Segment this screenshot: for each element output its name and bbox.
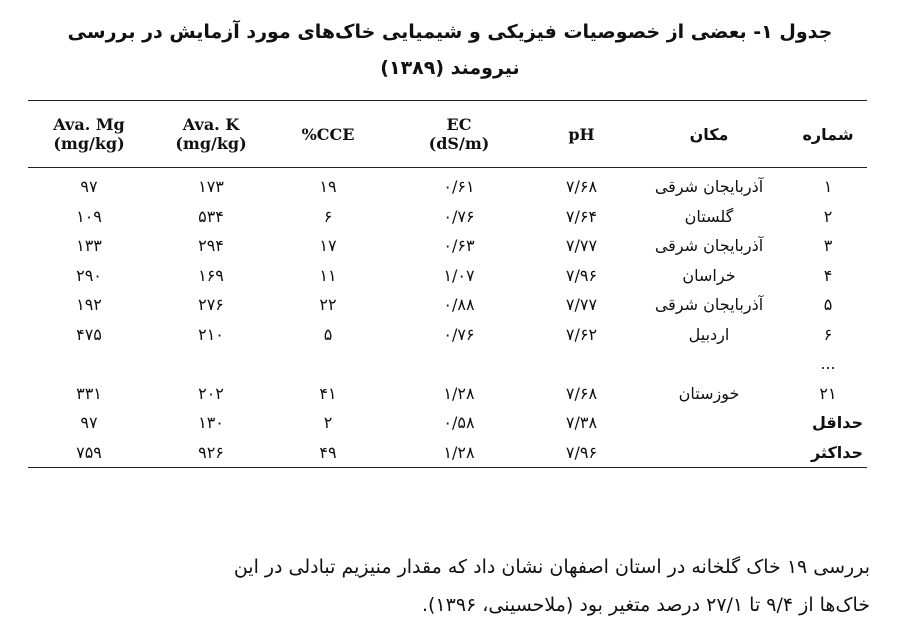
cell-ava-mg: ۲۹۰ — [76, 265, 102, 285]
cell-cce: ۶ — [323, 206, 333, 226]
cell-ava-k: ۵۳۴ — [198, 206, 224, 226]
header-cce: %CCE — [272, 101, 384, 168]
table-row — [28, 320, 867, 350]
cell-ph: ۷/۹۶ — [534, 438, 629, 468]
cell-location — [629, 349, 789, 379]
table-row-ellipsis — [28, 349, 867, 379]
cell-location: آذربایجان شرقی — [654, 236, 764, 256]
header-location: مکان — [629, 101, 789, 168]
paragraph-line-2: خاک‌ها از ۹/۴ تا ۲۷/۱ درصد متغیر بود (ملاحسینی، ۱۳۹۶). — [421, 594, 870, 616]
cell-ava-k — [150, 349, 272, 379]
cell-ava-k: ۱۶۹ — [198, 265, 224, 285]
paragraph-line-1: بررسی ۱۹ خاک گلخانه در استان اصفهان نشان داد که مقدار منیزیم تبادلی در این — [233, 556, 870, 578]
cell-location: خراسان — [682, 265, 736, 285]
cell-ec: ۱/۲۸ — [384, 438, 534, 468]
soil-properties-table — [28, 100, 867, 468]
cell-ava-k: ۹۲۶ — [150, 438, 272, 468]
cell-ec: ۰/۶۱ — [443, 177, 475, 197]
header-ava-k-unit: (mg/kg) — [175, 134, 247, 153]
cell-location: گلستان — [684, 206, 734, 226]
cell-cce: ۲۲ — [319, 295, 337, 315]
cell-ava-mg: ۹۷ — [80, 177, 98, 197]
cell-ph: ۷/۹۶ — [565, 265, 598, 285]
cell-cce: ۵ — [323, 324, 333, 344]
cell-cce: ۱۹ — [319, 177, 337, 197]
cell-ec — [384, 349, 534, 379]
cell-number: ۳ — [823, 236, 833, 256]
body-paragraph — [30, 548, 870, 624]
cell-ph: ۷/۶۸ — [565, 177, 598, 197]
cell-ph: ۷/۶۴ — [565, 206, 598, 226]
cell-ph: ۷/۶۲ — [565, 324, 598, 344]
cell-cce: ۱۱ — [319, 265, 337, 285]
cell-ava-mg: ۴۷۵ — [76, 324, 102, 344]
cell-ava-mg — [28, 349, 150, 379]
header-ava-k-label: Ava. K — [182, 115, 240, 134]
header-ava-mg-unit: (mg/kg) — [53, 134, 125, 153]
cell-ava-mg: ۱۳۳ — [76, 236, 102, 256]
cell-ph: ۷/۶۸ — [565, 383, 598, 403]
cell-number: ۲۱ — [819, 383, 837, 403]
cell-ec: ۱/۲۸ — [443, 383, 475, 403]
table-row — [28, 290, 867, 320]
cell-ec: ۰/۶۳ — [443, 236, 475, 256]
cell-ec: ۰/۵۸ — [443, 413, 475, 433]
header-ava-k — [150, 101, 272, 168]
cell-location: آذربایجان شرقی — [654, 295, 764, 315]
cell-ava-mg: ۳۳۱ — [76, 383, 102, 403]
cell-ava-k: ۱۷۳ — [198, 177, 224, 197]
cell-number: ۴ — [823, 265, 833, 285]
cell-summary-label: حداقل — [811, 413, 863, 433]
table-row-maximum — [28, 438, 867, 468]
cell-number: ۱ — [823, 177, 833, 197]
cell-ec: ۰/۷۶ — [443, 206, 475, 226]
header-ec-label: EC — [446, 115, 472, 134]
cell-ph: ۷/۳۸ — [565, 413, 598, 433]
cell-summary-label: حداکثر — [629, 438, 867, 468]
cell-cce: ۴۹ — [272, 438, 384, 468]
table-header-row — [28, 101, 867, 168]
cell-ava-k: ۲۰۲ — [198, 383, 224, 403]
table-row — [28, 202, 867, 232]
cell-ava-k: ۱۳۰ — [198, 413, 224, 433]
cell-location: خوزستان — [678, 383, 740, 403]
cell-location: آذربایجان شرقی — [654, 177, 764, 197]
header-ec — [384, 101, 534, 168]
cell-ph: ۷/۷۷ — [565, 236, 598, 256]
cell-number: ۵ — [823, 295, 833, 315]
table-row — [28, 168, 867, 202]
header-ph: pH — [534, 101, 629, 168]
table-caption — [40, 14, 860, 86]
header-ava-mg — [28, 101, 150, 168]
cell-cce — [272, 349, 384, 379]
cell-ec: ۱/۰۷ — [443, 265, 475, 285]
cell-ava-mg: ۱۰۹ — [76, 206, 102, 226]
cell-number: ... — [820, 354, 836, 374]
cell-ec: ۰/۸۸ — [443, 295, 475, 315]
caption-line-2: نیرومند (۱۳۸۹) — [380, 57, 520, 79]
table-row — [28, 379, 867, 409]
header-ava-mg-label: Ava. Mg — [53, 115, 125, 134]
cell-ava-k: ۲۱۰ — [198, 324, 224, 344]
table-row — [28, 231, 867, 261]
cell-number: ۲ — [823, 206, 833, 226]
table-row-minimum — [28, 408, 867, 438]
cell-cce: ۲ — [323, 413, 333, 433]
cell-cce: ۱۷ — [319, 236, 337, 256]
header-ec-unit: (dS/m) — [428, 134, 490, 153]
cell-location: اردبیل — [688, 324, 730, 344]
header-number: شماره — [789, 101, 867, 168]
cell-number: ۶ — [823, 324, 833, 344]
cell-ph — [534, 349, 629, 379]
cell-cce: ۴۱ — [319, 383, 337, 403]
cell-ph: ۷/۷۷ — [565, 295, 598, 315]
cell-ava-k: ۲۷۶ — [198, 295, 224, 315]
cell-ec: ۰/۷۶ — [443, 324, 475, 344]
cell-ava-mg: ۷۵۹ — [28, 438, 150, 468]
caption-line-1: جدول ۱- بعضی از خصوصیات فیزیکی و شیمیایی خاک‌های مورد آزمایش در بررسی — [67, 21, 833, 43]
cell-ava-k: ۲۹۴ — [198, 236, 224, 256]
cell-ava-mg: ۱۹۲ — [76, 295, 102, 315]
cell-ava-mg: ۹۷ — [80, 413, 98, 433]
table-row — [28, 261, 867, 291]
